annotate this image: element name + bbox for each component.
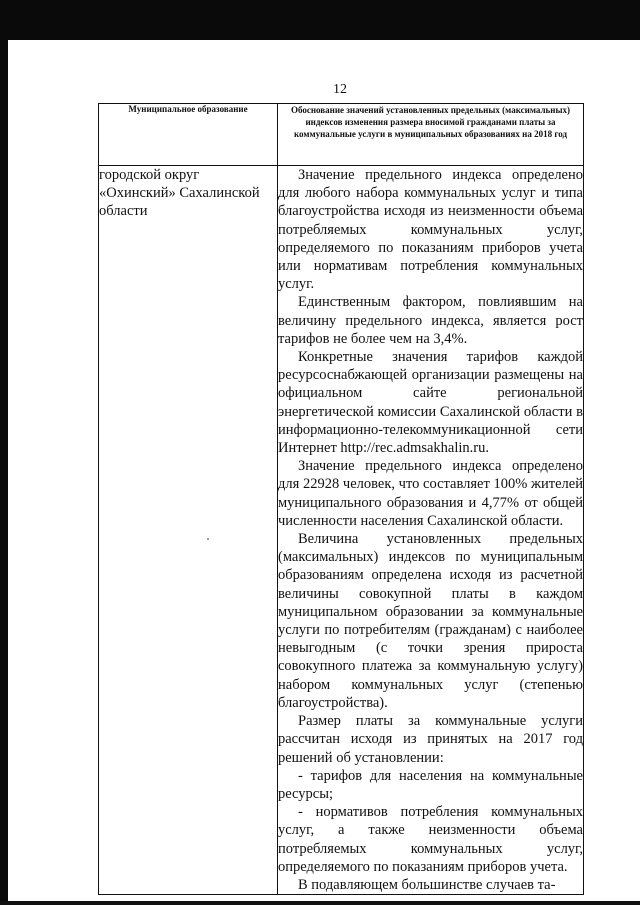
scan-speck — [207, 538, 209, 540]
paragraph-list-norms: - нормативов потребления коммунальных услуг, а также неизменности объема потребляемых коммунальных услуг, определяемого по показаниям приборов учета. — [278, 804, 583, 875]
paragraph-continuation: В подавляющем большинстве случаев та- — [298, 876, 556, 893]
paragraph-list-tariffs: - тарифов для населения на коммунальные ресурсы; — [278, 767, 583, 802]
header-municipality: Муниципальное образование — [99, 104, 278, 166]
paragraph-tariff-growth: Единственным фактором, повлиявшим на величину предельного индекса, является рост тарифов не более чем на 3,4%. — [278, 294, 583, 347]
header-justification: Обоснование значений установленных предельных (максимальных) индексов изменения размера вносимой гражданами платы за коммунальные услуги в муниципальных образованиях на 2018 год — [278, 104, 584, 166]
paragraph-population: Значение предельного индекса определено для 22928 человек, что составляет 100% жителей муниципального образования и 4,77% от общей численности населения Сахалинской области. — [278, 458, 583, 529]
paragraph-index-method: Величина установленных предельных (максимальных) индексов по муниципальным образованиям определена исходя из расчетной величины совокупной платы в каждом муниципальном образовании за коммунальные услуги по потребителям (гражданам) с наиболее невыгодным (с точки зрения прироста совокупного платежа за коммунальную услугу) набором коммунальных услуг (степенью благоустройства). — [278, 531, 583, 711]
paragraph-index-definition: Значение предельного индекса определено для любого набора коммунальных услуг и типа благоустройства исходя из неизменности объема потребляемых коммунальных услуг, определяемого по показаниям приборов учета или нормативам потребления коммунальных услуг. — [278, 167, 583, 293]
paragraph-payment-calculation: Размер платы за коммунальные услуги рассчитан исходя из принятых на 2017 год решений об установлении: — [278, 713, 583, 766]
scan-border-left — [0, 0, 8, 905]
justification-cell — [278, 166, 584, 895]
table-header-row — [99, 104, 584, 166]
justification-table — [98, 103, 584, 895]
paragraph-tariff-source: Конкретные значения тарифов каждой ресурсоснабжающей организации размещены на официальном сайте региональной энергетической комиссии Сахалинской области в информационно-телекоммуникационной сети Интернет http://rec.admsakhalin.ru. — [278, 349, 583, 457]
scan-border-bottom — [0, 901, 640, 905]
scan-border-top — [0, 0, 640, 40]
municipality-cell: городской округ «Охинский» Сахалинской области — [99, 166, 278, 895]
table-row — [99, 166, 584, 895]
page-number: 12 — [333, 82, 347, 97]
